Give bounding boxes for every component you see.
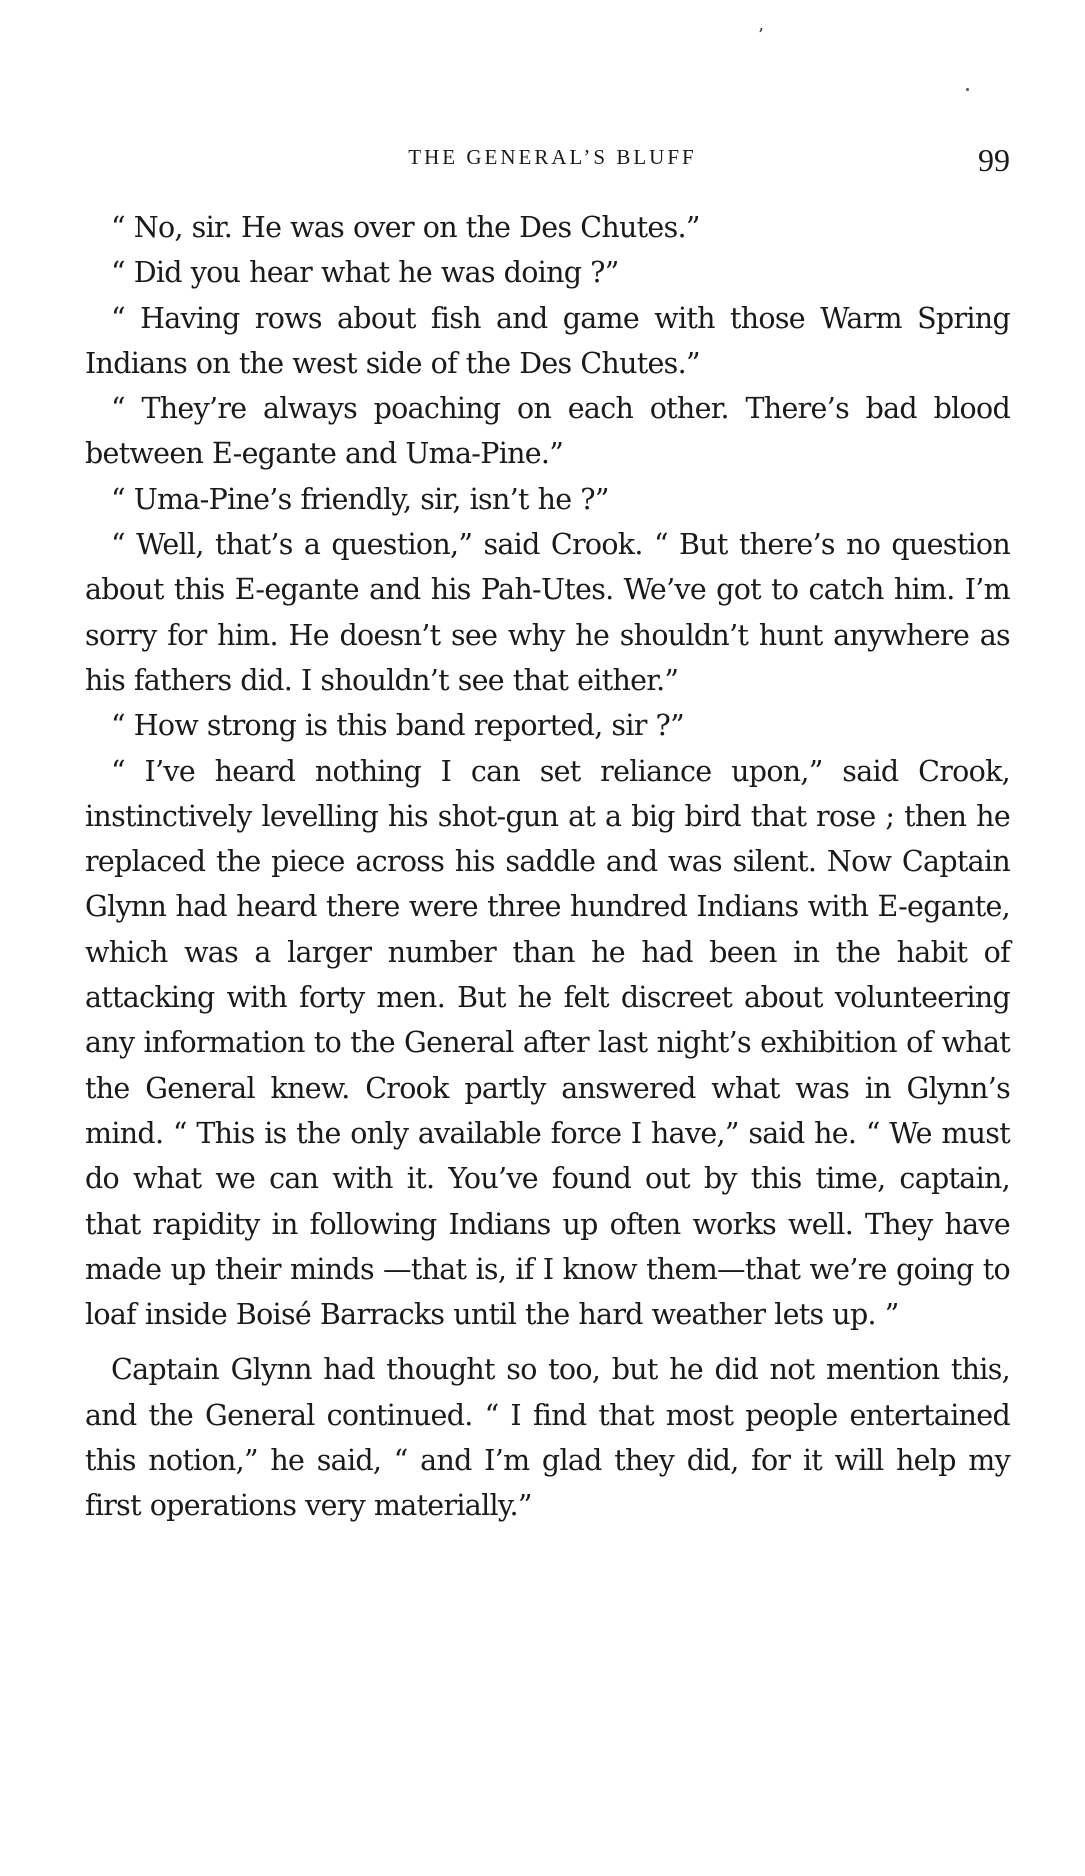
stray-ink-dot (966, 88, 969, 91)
paragraph: “ I’ve heard nothing I can set reliance upon,” said Crook, instinctively levelling his shot-gun at a big bird that rose ; then he replaced the piece across his saddle and was silent. Now Captain Glynn had heard there were three hundred Indians with E-egante, which was a larger number than he had been in the habit of attacking with forty men. But he felt discreet about volunteering any information to the General after last night’s exhibition of what the General knew. Crook partly answered what was in Glynn’s mind. “ This is the only available force I have,” said he. “ We must do what we can with it. You’ve found out by this time, captain, that rapidity in following Indians up often works well. They have made up their minds —that is, if I know them—that we’re going to loaf inside Boisé Barracks until the hard weather lets up. ” (85, 754, 1010, 1332)
paragraph: Captain Glynn had thought so too, but he did not mention this, and the General continued. “ I find that most people entertained this notion,” he said, “ and I’m glad they did, for it will help my first operations very materially.” (85, 1353, 1010, 1523)
paragraph: “ Having rows about fish and game with those Warm Spring Indians on the west side of the Des Chutes.” (85, 301, 1010, 380)
body-text (85, 205, 1010, 1529)
paragraph: “ How strong is this band reported, sir ?” (111, 709, 684, 743)
paragraph: “ No, sir. He was over on the Des Chutes.” (111, 211, 700, 244)
page-header (85, 140, 1010, 180)
stray-ink-mark: ’ (758, 25, 764, 46)
page-number: 99 (978, 142, 1010, 178)
paragraph: “ Well, that’s a question,” said Crook. “ But there’s no question about this E-egante and his Pah-Utes. We’ve got to catch him. I’m sorry for him. He doesn’t see why he shouldn’t hunt anywhere as his fathers did. I shouldn’t see that either.” (85, 528, 1010, 697)
running-head: THE GENERAL’S BLUFF (408, 145, 697, 169)
paragraph: “ They’re always poaching on each other. There’s bad blood between E-egante and Uma-Pine.” (85, 392, 1010, 471)
paragraph: “ Did you hear what he was doing ?” (111, 256, 619, 290)
paragraph: “ Uma-Pine’s friendly, sir, isn’t he ?” (111, 482, 609, 516)
